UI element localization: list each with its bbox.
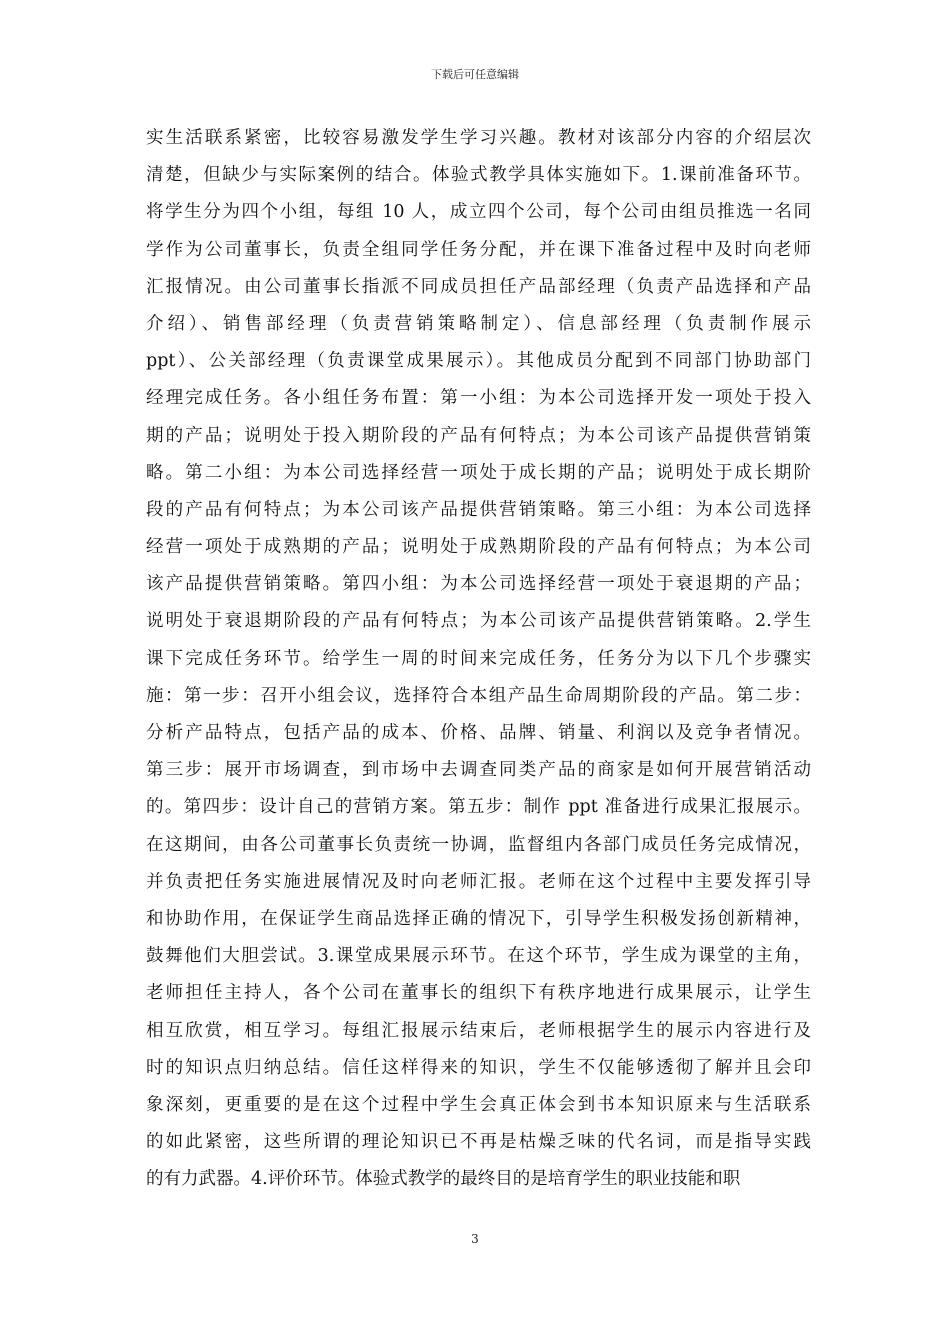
text-line: 第三步：展开市场调查，到市场中去调查同类产品的商家是如何开展营销活动 xyxy=(146,760,811,781)
text-line: 和协助作用，在保证学生商品选择正确的情况下，引导学生积极发扬创新精神， xyxy=(146,908,811,929)
text-line: 施：第一步：召开小组会议，选择符合本组产品生命周期阶段的产品。第二步： xyxy=(146,685,811,706)
text-line: 清楚，但缺少与实际案例的结合。体验式教学具体实施如下。1.课前准备环节。 xyxy=(146,165,811,186)
text-line: 相互欣赏，相互学习。每组汇报展示结束后，老师根据学生的展示内容进行及 xyxy=(146,1020,811,1041)
body-text xyxy=(146,120,811,1198)
text-line: 介绍）、销售部经理（负责营销策略制定）、信息部经理（负责制作展示 xyxy=(146,313,811,334)
text-line: 将学生分为四个小组，每组 10 人，成立四个公司，每个公司由组员推选一名同 xyxy=(146,202,811,223)
text-line: 略。第二小组：为本公司选择经营一项处于成长期的产品；说明处于成长期阶 xyxy=(146,462,811,483)
text-line: 实生活联系紧密，比较容易激发学生学习兴趣。教材对该部分内容的介绍层次 xyxy=(146,128,811,148)
text-line: 象深刻，更重要的是在这个过程中学生会真正体会到书本知识原来与生活联系 xyxy=(146,1094,811,1115)
page-header: 下载后可任意编辑 xyxy=(431,68,519,81)
text-line: 期的产品；说明处于投入期阶段的产品有何特点；为本公司该产品提供营销策 xyxy=(146,425,811,446)
text-line: 并负责把任务实施进展情况及时向老师汇报。老师在这个过程中主要发挥引导 xyxy=(146,871,811,892)
text-line: 的有力武器。4.评价环节。体验式教学的最终目的是培育学生的职业技能和职 xyxy=(146,1169,741,1190)
text-line: 学作为公司董事长，负责全组同学任务分配，并在课下准备过程中及时向老师 xyxy=(146,239,811,260)
text-line: ppt）、公关部经理（负责课堂成果展示）。其他成员分配到不同部门协助部门 xyxy=(146,351,811,372)
text-line: 该产品提供营销策略。第四小组：为本公司选择经营一项处于衰退期的产品； xyxy=(146,574,811,595)
text-line: 说明处于衰退期阶段的产品有何特点；为本公司该产品提供营销策略。2.学生 xyxy=(146,611,811,632)
text-line: 时的知识点归纳总结。信任这样得来的知识，学生不仅能够透彻了解并且会印 xyxy=(146,1057,811,1078)
text-line: 课下完成任务环节。给学生一周的时间来完成任务，任务分为以下几个步骤实 xyxy=(146,648,811,669)
text-line: 的。第四步：设计自己的营销方案。第五步：制作 ppt 准备进行成果汇报展示。 xyxy=(146,797,811,818)
text-line: 汇报情况。由公司董事长指派不同成员担任产品部经理（负责产品选择和产品 xyxy=(146,276,811,297)
text-line: 经理完成任务。各小组任务布置：第一小组：为本公司选择开发一项处于投入 xyxy=(146,388,811,409)
text-line: 段的产品有何特点；为本公司该产品提供营销策略。第三小组：为本公司选择 xyxy=(146,499,811,520)
page-number: 3 xyxy=(471,1232,479,1246)
text-line: 分析产品特点，包括产品的成本、价格、品牌、销量、利润以及竞争者情况。 xyxy=(146,723,811,743)
text-line: 老师担任主持人，各个公司在董事长的组织下有秩序地进行成果展示，让学生 xyxy=(146,983,811,1004)
text-line: 在这期间，由各公司董事长负责统一协调，监督组内各部门成员任务完成情况， xyxy=(146,834,811,855)
text-line: 鼓舞他们大胆尝试。3.课堂成果展示环节。在这个环节，学生成为课堂的主角， xyxy=(146,946,811,967)
text-line: 经营一项处于成熟期的产品；说明处于成熟期阶段的产品有何特点；为本公司 xyxy=(146,537,811,558)
text-line: 的如此紧密，这些所谓的理论知识已不再是枯燥乏味的代名词，而是指导实践 xyxy=(146,1132,811,1153)
